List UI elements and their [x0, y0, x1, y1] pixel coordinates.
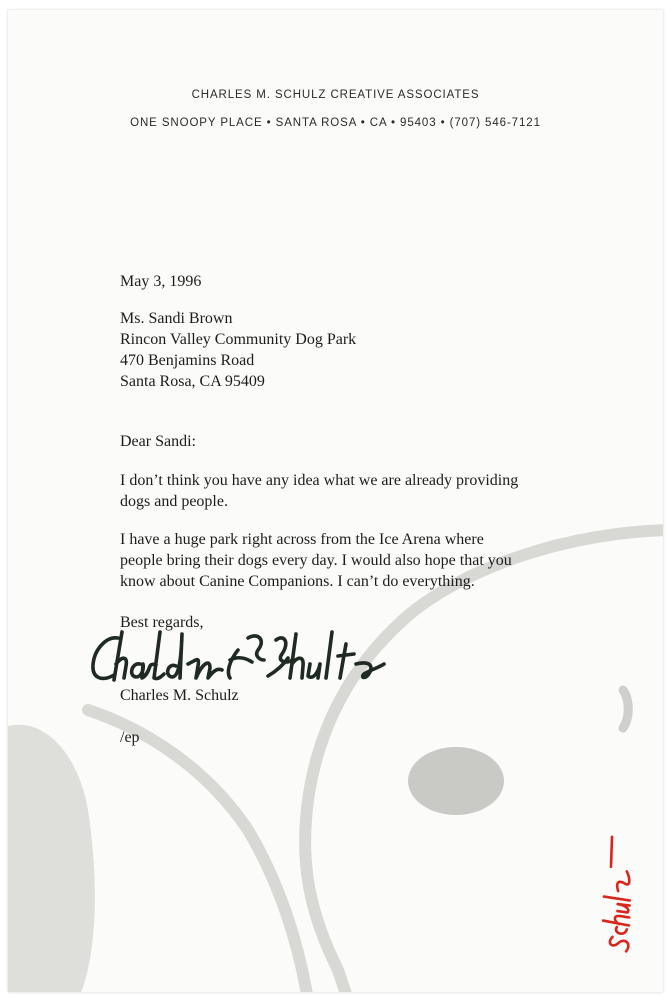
letter-date: May 3, 1996	[120, 273, 202, 290]
handwritten-signature	[88, 620, 388, 695]
letterhead-address: ONE SNOOPY PLACE • SANTA ROSA • CA • 95403 • (707) 546-7121	[130, 117, 541, 129]
recipient-line: Santa Rosa, CA 95409	[120, 373, 265, 390]
body-paragraph-2	[120, 530, 512, 593]
body-line: know about Canine Companions. I can’t do everything.	[120, 573, 475, 590]
snoopy-nose	[408, 747, 504, 815]
body-line: I have a huge park right across from the Ice Arena where	[120, 531, 484, 548]
corner-autograph	[596, 835, 636, 955]
recipient-line: 470 Benjamins Road	[120, 352, 255, 369]
recipient-line: Ms. Sandi Brown	[120, 310, 233, 327]
closing: Best regards,	[120, 614, 204, 631]
letter-page	[8, 10, 663, 992]
snoopy-eye	[623, 690, 628, 728]
body-line: people bring their dogs every day. I would also hope that you	[120, 552, 512, 569]
snoopy-muzzle-outline	[88, 710, 308, 992]
snoopy-ear	[8, 725, 95, 992]
body-line: dogs and people.	[120, 493, 228, 510]
body-line: I don’t think you have any idea what we are already providing	[120, 472, 519, 489]
typist-initials: /ep	[120, 729, 140, 746]
salutation: Dear Sandi:	[120, 433, 196, 450]
letterhead-company: CHARLES M. SCHULZ CREATIVE ASSOCIATES	[191, 89, 480, 101]
body-paragraph-1	[120, 471, 518, 513]
signer-name: Charles M. Schulz	[120, 687, 239, 704]
recipient-line: Rincon Valley Community Dog Park	[120, 331, 357, 348]
recipient-address-block	[120, 309, 356, 393]
